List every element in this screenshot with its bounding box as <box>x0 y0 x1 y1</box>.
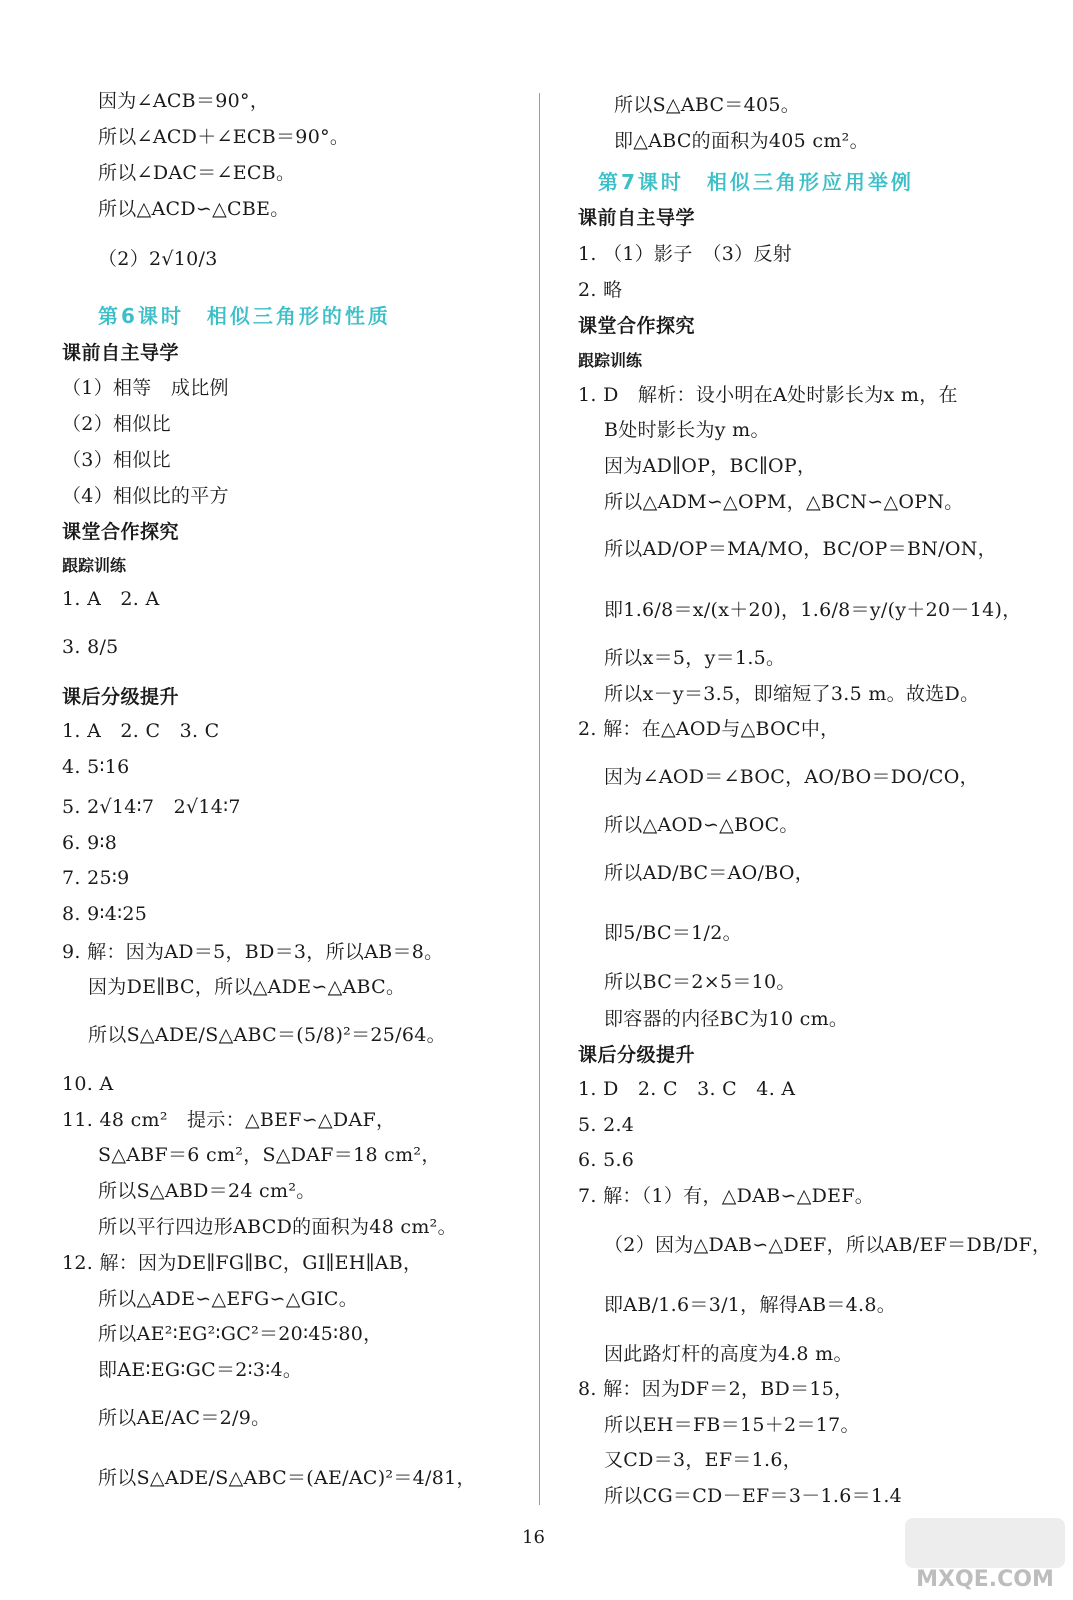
answer-line: 1. D 解析：设小明在A处时影长为x m，在 <box>578 384 958 406</box>
answer-line: 8. 9∶4∶25 <box>62 903 148 925</box>
answer-line: 所以S△ADE/S△ABC＝(AE/AC)²＝4/81， <box>98 1467 476 1489</box>
answer-line: 12. 解：因为DE∥FG∥BC，GI∥EH∥AB， <box>62 1252 423 1274</box>
answer-line: （2）相似比 <box>62 413 171 435</box>
answer-line: 所以AD/BC＝AO/BO， <box>604 862 814 884</box>
answer-line: 即△ABC的面积为405 cm²。 <box>614 130 869 152</box>
answer-line: 所以∠DAC＝∠ECB。 <box>98 162 296 184</box>
answer-line: 即容器的内径BC为10 cm。 <box>604 1008 849 1030</box>
answer-line: 所以平行四边形ABCD的面积为48 cm²。 <box>98 1216 457 1238</box>
heading-class-explore: 课堂合作探究 <box>578 315 696 337</box>
heading-class-explore: 课堂合作探究 <box>62 521 180 543</box>
answer-line: 即5/BC＝1/2。 <box>604 922 742 944</box>
answer-line: 所以BC＝2×5＝10。 <box>604 971 796 993</box>
answer-line: B处时影长为y m。 <box>604 419 770 441</box>
answer-line: 因为∠ACB＝90°， <box>98 90 270 112</box>
answer-line: 7. 解：（1）有，△DAB∽△DEF。 <box>578 1185 875 1207</box>
answer-line: 所以EH＝FB＝15＋2＝17。 <box>604 1414 860 1436</box>
answer-line: 1. （1）影子 （3）反射 <box>578 243 793 265</box>
answer-line: 2. 略 <box>578 279 623 301</box>
answer-line: 所以S△ABD＝24 cm²。 <box>98 1180 316 1202</box>
heading-pre-study: 课前自主导学 <box>62 342 180 364</box>
section-title-lesson-7: 第7课时 相似三角形应用举例 <box>598 170 914 194</box>
answer-line: 1. A 2. C 3. C <box>62 720 220 742</box>
answer-line: 2. 解：在△AOD与△BOC中， <box>578 718 840 740</box>
answer-line: 7. 25∶9 <box>62 867 130 889</box>
answer-line: 所以AD/OP＝MA/MO，BC/OP＝BN/ON， <box>604 538 997 560</box>
heading-after-class: 课后分级提升 <box>62 686 180 708</box>
page-number: 16 <box>522 1527 545 1548</box>
answer-line: 所以△ADM∽△OPM，△BCN∽△OPN。 <box>604 491 964 513</box>
answer-line: 11. 48 cm² 提示：△BEF∽△DAF， <box>62 1109 396 1131</box>
answer-line: 8. 解：因为DF＝2，BD＝15， <box>578 1378 854 1400</box>
answer-line: 因为DE∥BC，所以△ADE∽△ABC。 <box>88 976 406 998</box>
answer-line: 因此路灯杆的高度为4.8 m。 <box>604 1343 853 1365</box>
heading-tracking-practice: 跟踪训练 <box>62 556 127 575</box>
answer-line: 所以x－y＝3.5，即缩短了3.5 m。故选D。 <box>604 683 980 705</box>
answer-line: 4. 5∶16 <box>62 756 130 778</box>
answer-line: S△ABF＝6 cm²，S△DAF＝18 cm²， <box>98 1144 441 1166</box>
answer-line: 所以AE²∶EG²∶GC²＝20∶45∶80， <box>98 1323 383 1345</box>
answer-line: 所以AE/AC＝2/9。 <box>98 1407 271 1429</box>
answer-line: 所以CG＝CD－EF＝3－1.6＝1.4 <box>604 1485 903 1507</box>
answer-line: 即1.6/8＝x/(x＋20)，1.6/8＝y/(y＋20－14)， <box>604 599 1022 621</box>
answer-line: 3. 8/5 <box>62 636 119 658</box>
heading-tracking-practice: 跟踪训练 <box>578 351 643 370</box>
heading-pre-study: 课前自主导学 <box>578 207 696 229</box>
answer-line: 1. A 2. A <box>62 588 160 610</box>
section-title-lesson-6: 第6课时 相似三角形的性质 <box>98 304 391 328</box>
answer-line: 6. 9∶8 <box>62 832 118 854</box>
answer-line: 所以∠ACD＋∠ECB＝90°。 <box>98 126 350 148</box>
answer-line: 即AB/1.6＝3/1，解得AB＝4.8。 <box>604 1294 897 1316</box>
answer-line: 5. 2.4 <box>578 1114 635 1136</box>
answer-line: 10. A <box>62 1073 114 1095</box>
answer-line: 所以△ACD∽△CBE。 <box>98 198 290 220</box>
column-divider <box>539 93 540 1505</box>
answer-line: 所以x＝5，y＝1.5。 <box>604 647 786 669</box>
answer-line: 5. 2√14∶7 2√14∶7 <box>62 796 241 818</box>
answer-line: （2）2√10/3 <box>98 248 218 270</box>
answer-line: （4）相似比的平方 <box>62 485 229 507</box>
answer-line: 6. 5.6 <box>578 1149 635 1171</box>
answer-line: 所以△ADE∽△EFG∽△GIC。 <box>98 1288 359 1310</box>
answer-line: 9. 解：因为AD＝5，BD＝3，所以AB＝8。 <box>62 941 444 963</box>
answer-line: 又CD＝3，EF＝1.6， <box>604 1449 803 1471</box>
answer-line: 因为AD∥OP，BC∥OP， <box>604 455 817 477</box>
answer-line: 即AE∶EG∶GC＝2∶3∶4。 <box>98 1359 303 1381</box>
answer-line: （3）相似比 <box>62 449 171 471</box>
heading-after-class: 课后分级提升 <box>578 1044 696 1066</box>
answer-line: （2）因为△DAB∽△DEF，所以AB/EF＝DB/DF， <box>604 1234 1052 1256</box>
answer-line: （1）相等 成比例 <box>62 377 229 399</box>
answer-line: 1. D 2. C 3. C 4. A <box>578 1078 796 1100</box>
watermark-logo <box>905 1518 1065 1590</box>
answer-line: 所以S△ABC＝405。 <box>614 94 801 116</box>
answer-line: 因为∠AOD＝∠BOC，AO/BO＝DO/CO， <box>604 766 979 788</box>
answer-line: 所以S△ADE/S△ABC＝(5/8)²＝25/64。 <box>88 1024 446 1046</box>
watermark-text: MXQE.COM <box>916 1567 1054 1590</box>
answer-line: 所以△AOD∽△BOC。 <box>604 814 799 836</box>
